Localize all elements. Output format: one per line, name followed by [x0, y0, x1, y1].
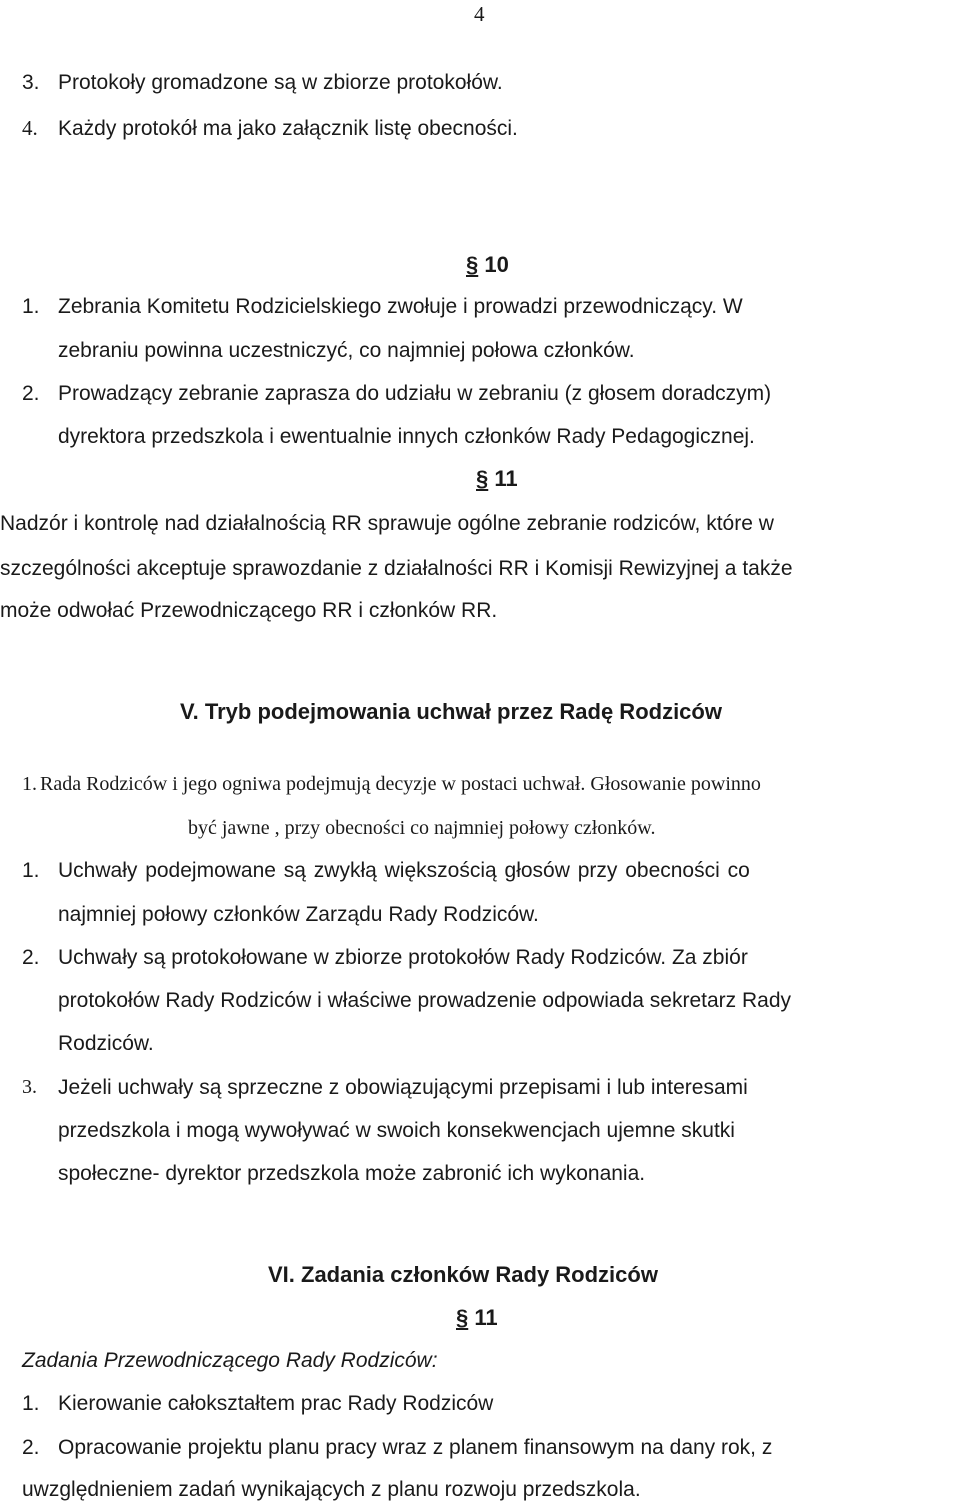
list-item-line: zebraniu powinna uczestniczyć, co najmniej połowa członków.: [58, 339, 635, 362]
section-symbol: §: [476, 466, 489, 491]
list-item-number: 3.: [22, 71, 40, 94]
list-item-line: protokołów Rady Rodziców i właściwe prowadzenie odpowiada sekretarz Rady: [58, 989, 792, 1012]
list-item-line: Uchwały podejmowane są zwykłą większością głosów przy obecności co: [58, 859, 750, 882]
list-item-text: Protokoły gromadzone są w zbiorze protokołów.: [58, 71, 503, 94]
list-item-number: 1.: [22, 1392, 40, 1415]
section-symbol: §: [466, 252, 479, 277]
list-item-line: Opracowanie projektu planu pracy wraz z planem finansowym na dany rok, z: [58, 1436, 773, 1459]
list-item-number: 4.: [22, 116, 38, 140]
list-item-number: 1.: [22, 295, 40, 318]
paragraph-line: Nadzór i kontrolę nad działalnością RR sprawuje ogólne zebranie rodziców, które w: [0, 512, 774, 535]
list-item-line: najmniej połowy członków Zarządu Rady Rodziców.: [58, 903, 539, 926]
list-item-line: Prowadzący zebranie zaprasza do udziału w zebraniu (z głosem doradczym): [58, 382, 772, 405]
section-heading-11: [476, 468, 518, 490]
chapter-heading-v: V. Tryb podejmowania uchwał przez Radę Rodziców: [180, 699, 722, 724]
list-item-line: Zebrania Komitetu Rodzicielskiego zwołuje i prowadzi przewodniczący. W: [58, 295, 743, 318]
list-item-line: Rodziców.: [58, 1032, 154, 1055]
list-item-line: przedszkola i mogą wywoływać w swoich konsekwencjach ujemne skutki: [58, 1119, 735, 1142]
section-number: 11: [494, 466, 518, 491]
section-symbol: §: [456, 1305, 469, 1330]
list-item-line: społeczne- dyrektor przedszkola może zabronić ich wykonania.: [58, 1162, 646, 1185]
list-item-line: Rada Rodziców i jego ogniwa podejmują decyzje w postaci uchwał. Głosowanie powinno: [40, 773, 761, 795]
list-item-number: 2.: [22, 1436, 40, 1459]
list-item-number: 1.: [22, 859, 40, 882]
list-item-line: Jeżeli uchwały są sprzeczne z obowiązującymi przepisami i lub interesami: [58, 1076, 748, 1099]
paragraph-line: szczególności akceptuje sprawozdanie z działalności RR i Komisji Rewizyjnej a także: [0, 557, 793, 580]
paragraph-line: może odwołać Przewodniczącego RR i członków RR.: [0, 599, 498, 622]
list-item-text: Każdy protokół ma jako załącznik listę obecności.: [58, 117, 518, 140]
list-item-line: być jawne , przy obecności co najmniej połowy członków.: [188, 817, 656, 839]
section-number: 10: [484, 252, 509, 277]
list-item-line: uwzględnieniem zadań wynikających z planu rozwoju przedszkola.: [22, 1478, 641, 1501]
list-item-line: dyrektora przedszkola i ewentualnie innych członków Rady Pedagogicznej.: [58, 425, 755, 448]
list-item-number: 3.: [22, 1076, 37, 1098]
subsection-title: Zadania Przewodniczącego Rady Rodziców:: [22, 1349, 438, 1372]
list-item-number: 2.: [22, 382, 40, 405]
chapter-heading-vi: VI. Zadania członków Rady Rodziców: [268, 1262, 658, 1287]
list-item-line: Uchwały są protokołowane w zbiorze protokołów Rady Rodziców. Za zbiór: [58, 946, 748, 969]
section-heading-11: [456, 1307, 498, 1329]
list-item-number: 1.: [22, 773, 37, 795]
list-item-line: Kierowanie całokształtem prac Rady Rodziców: [58, 1392, 494, 1415]
section-number: 11: [474, 1305, 498, 1330]
list-item-number: 2.: [22, 946, 40, 969]
page-number: 4: [474, 2, 485, 26]
section-heading-10: [466, 254, 509, 276]
